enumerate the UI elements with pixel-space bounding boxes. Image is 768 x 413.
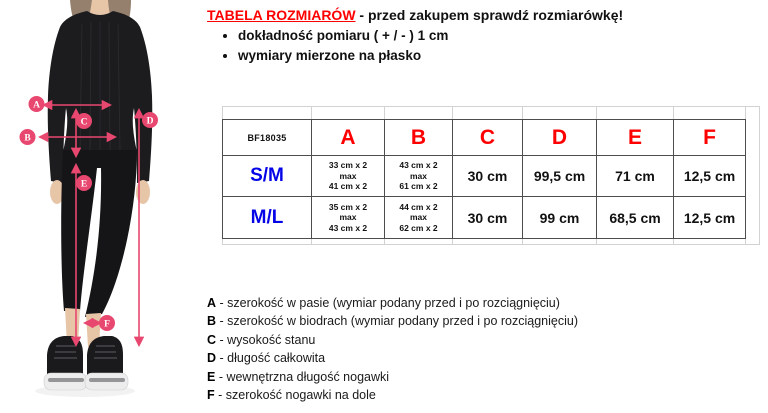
badge-b — [20, 129, 36, 145]
cell-sm-d: 99,5 cm — [523, 156, 597, 197]
cell-ml-b — [385, 197, 453, 239]
cell-line: 33 cm x 2 — [328, 160, 368, 171]
cell-line: max — [339, 212, 357, 223]
size-table — [222, 119, 745, 239]
cell-line: 61 cm x 2 — [399, 181, 438, 192]
column-header-c: C — [453, 120, 523, 156]
legend-separator: - — [216, 351, 228, 366]
cell-sm-c: 30 cm — [453, 156, 523, 197]
legend-desc: szerokość w biodrach (wymiar podany przed i po rozciągnięciu) — [227, 314, 578, 329]
legend-separator: - — [216, 332, 228, 347]
badge-d — [142, 112, 158, 128]
cell-ml-f: 12,5 cm — [674, 197, 746, 239]
sneaker-left — [44, 336, 87, 390]
cell-ml-d: 99 cm — [523, 197, 597, 239]
cell-line: 43 cm x 2 — [399, 160, 438, 171]
table-row-ml — [223, 197, 746, 239]
size-label-sm: S/M — [223, 156, 312, 197]
product-code: BF18035 — [223, 120, 312, 156]
column-header-d: D — [523, 120, 597, 156]
column-header-e: E — [597, 120, 674, 156]
column-header-a: A — [312, 120, 385, 156]
faint-gridline-top — [222, 106, 760, 107]
column-header-b: B — [385, 120, 453, 156]
page-title — [207, 7, 623, 23]
legend-key: D — [207, 351, 217, 366]
legend-separator: - — [216, 296, 228, 310]
legend-key: B — [207, 314, 217, 329]
legend-key: E — [207, 369, 216, 384]
model-photo — [0, 0, 200, 413]
cell-line: 35 cm x 2 — [328, 201, 368, 212]
cell-line: max — [339, 170, 357, 181]
cell-sm-a — [312, 156, 385, 197]
badge-a — [29, 96, 45, 112]
model-figure-svg — [0, 0, 200, 413]
svg-text:E: E — [80, 179, 88, 190]
measurement-legend — [207, 294, 578, 404]
badge-c — [76, 113, 92, 129]
badge-e — [76, 175, 92, 191]
hand-right — [136, 180, 150, 204]
size-label-ml: M/L — [223, 197, 312, 239]
legend-item-e — [207, 368, 578, 386]
notes-list — [224, 26, 448, 66]
legend-desc: długość całkowita — [227, 351, 326, 366]
cell-sm-b — [385, 156, 453, 197]
table-header-row — [223, 120, 746, 156]
legend-item-f — [207, 386, 578, 404]
svg-text:A: A — [33, 100, 40, 111]
title-separator: - — [355, 7, 368, 23]
faint-gridline-right — [759, 106, 760, 245]
note-item-flat: • wymiary mierzone na płasko — [238, 46, 448, 66]
legend-item-a — [207, 294, 578, 312]
leggings — [61, 150, 137, 317]
cell-line: 44 cm x 2 — [399, 201, 438, 212]
svg-text:B: B — [24, 133, 31, 144]
legend-desc: wysokość stanu — [227, 332, 316, 347]
svg-text:F: F — [104, 319, 110, 330]
cell-sm-f: 12,5 cm — [674, 156, 746, 197]
cell-line: 62 cm x 2 — [399, 222, 438, 233]
legend-desc: szerokość w pasie (wymiar podany przed i po rozciągnięciu) — [227, 296, 560, 310]
legend-key: F — [207, 388, 215, 403]
legend-desc: szerokość nogawki na dole — [225, 388, 376, 403]
svg-text:D: D — [146, 116, 154, 127]
note-item-accuracy: • dokładność pomiaru ( + / - ) 1 cm — [238, 26, 448, 46]
title-highlight: TABELA ROZMIARÓW — [207, 7, 356, 23]
legend-desc: wewnętrzna długość nogawki — [226, 369, 390, 384]
cell-line: 41 cm x 2 — [328, 181, 368, 192]
table-row-sm — [223, 156, 746, 197]
cell-ml-e: 68,5 cm — [597, 197, 674, 239]
svg-text:C: C — [80, 117, 88, 128]
legend-separator: - — [214, 388, 226, 403]
column-header-f: F — [674, 120, 746, 156]
legend-separator: - — [216, 314, 228, 329]
sneaker-right — [85, 336, 128, 390]
legend-key: C — [207, 332, 217, 347]
cell-sm-e: 71 cm — [597, 156, 674, 197]
legend-item-c — [207, 331, 578, 349]
cell-ml-c: 30 cm — [453, 197, 523, 239]
legend-item-d — [207, 349, 578, 367]
legend-item-b — [207, 312, 578, 330]
cell-ml-a — [312, 197, 385, 239]
faint-gridline-bottom — [222, 244, 760, 245]
model-silhouette — [35, 0, 152, 397]
cell-line: max — [409, 170, 427, 181]
title-suffix: przed zakupem sprawdź rozmiarówkę! — [367, 7, 624, 23]
cell-line: 43 cm x 2 — [328, 222, 368, 233]
legend-separator: - — [215, 369, 227, 384]
badge-f — [99, 315, 115, 331]
cell-line: max — [409, 212, 427, 223]
legend-key: A — [207, 296, 217, 310]
